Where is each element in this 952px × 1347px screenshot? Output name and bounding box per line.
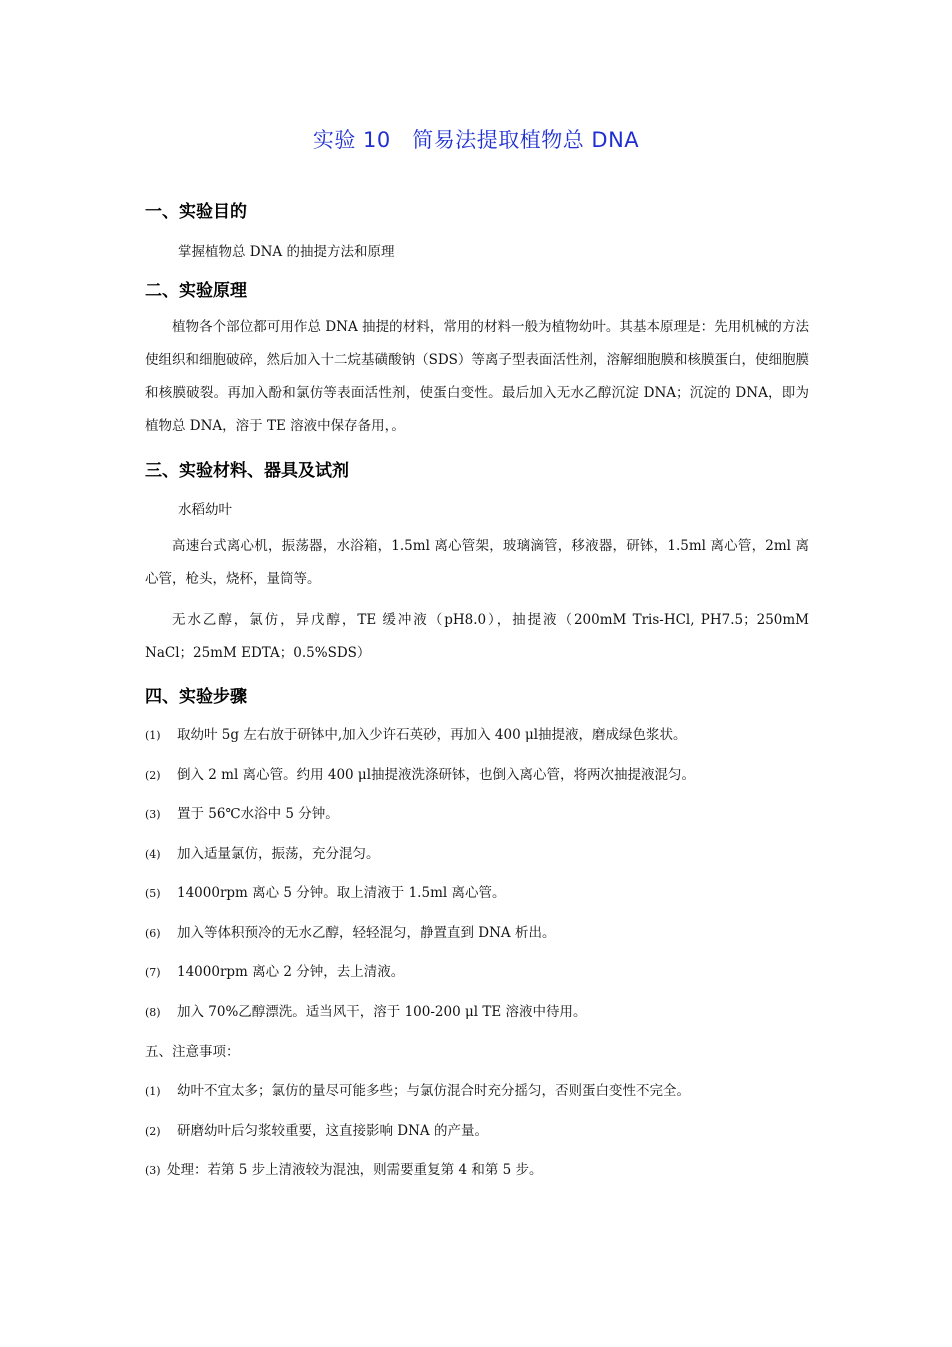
principle-paragraph: 植物各个部位都可用作总 DNA 抽提的材料，常用的材料一般为植物幼叶。其基本原理是：先用机械的方法使组织和细胞破碎，然后加入十二烷基磺酸钠（SDS）等离子型表面活性剂，溶解细胞膜和核膜蛋白，使细胞膜和核膜破裂。再加入酚和氯仿等表面活性剂，使蛋白变性。最后加入无水乙醇沉淀 DNA；沉淀的 DNA，即为植物总 DNA，溶于 TE 溶液中保存备用，。 [145,319,809,434]
step-number: (1) [145,729,161,742]
step-number: (5) [145,887,161,900]
purpose-text: 掌握植物总 DNA 的抽提方法和原理 [178,244,395,260]
note-text: 研磨幼叶后匀浆较重要，这直接影响 DNA 的产量。 [177,1123,488,1139]
step-text: 加入等体积预冷的无水乙醇，轻轻混匀，静置直到 DNA 析出。 [177,925,556,941]
step-number: (4) [145,848,161,861]
step-text: 置于 56℃水浴中 5 分钟。 [177,806,339,822]
note-item [145,1119,488,1139]
step-item [145,723,687,743]
step-item [145,842,380,862]
note-text: 幼叶不宜太多；氯仿的量尽可能多些；与氯仿混合时充分摇匀，否则蛋白变性不完全。 [177,1083,690,1099]
page-title: 实验 10 简易法提取植物总 DNA [312,128,640,152]
note-number: (3) [145,1164,161,1177]
note-item [145,1158,543,1178]
note-item [145,1079,690,1099]
step-item [145,763,695,783]
step-number: (2) [145,769,161,782]
step-text: 加入适量氯仿，振荡，充分混匀。 [177,846,380,862]
step-text: 倒入 2 ml 离心管。约用 400 μl抽提液洗涤研钵，也倒入离心管，将两次抽提液混匀。 [177,767,696,783]
step-number: (6) [145,927,161,940]
section-heading-steps: 四、实验步骤 [145,687,247,707]
materials-equipment-paragraph: 高速台式离心机，振荡器，水浴箱，1.5ml 离心管架，玻璃滴管，移液器，研钵，1.5ml 离心管，2ml 离心管，枪头，烧杯，量筒等。 [145,538,809,587]
section-heading-principle: 二、实验原理 [145,281,247,301]
step-item [145,921,555,941]
note-number: (1) [145,1085,161,1098]
step-item [145,960,404,980]
step-item [145,802,339,822]
section-heading-notes: 五、注意事项： [145,1044,240,1060]
step-text: 取幼叶 5g 左右放于研钵中,加入少许石英砂，再加入 400 μl抽提液，磨成绿色浆状。 [177,727,687,743]
step-item [145,1000,587,1020]
section-heading-purpose: 一、实验目的 [145,202,247,222]
step-item [145,881,505,901]
step-text: 14000rpm 离心 2 分钟，去上清液。 [177,964,405,980]
materials-plant: 水稻幼叶 [178,502,232,518]
note-text: 处理：若第 5 步上清液较为混浊，则需要重复第 4 和第 5 步。 [167,1162,543,1178]
step-number: (3) [145,808,161,821]
step-text: 14000rpm 离心 5 分钟。取上清液于 1.5ml 离心管。 [177,885,506,901]
materials-reagents-paragraph: 无水乙醇，氯仿，异戊醇，TE 缓冲液（pH8.0），抽提液（200mM Tris-HCl, PH7.5；250mM NaCl；25mM EDTA；0.5%SDS） [145,612,809,661]
note-number: (2) [145,1125,161,1138]
section-heading-materials: 三、实验材料、器具及试剂 [145,461,349,481]
step-text: 加入 70%乙醇漂洗。适当风干，溶于 100-200 μl TE 溶液中待用。 [177,1004,587,1020]
step-number: (7) [145,966,161,979]
step-number: (8) [145,1006,161,1019]
